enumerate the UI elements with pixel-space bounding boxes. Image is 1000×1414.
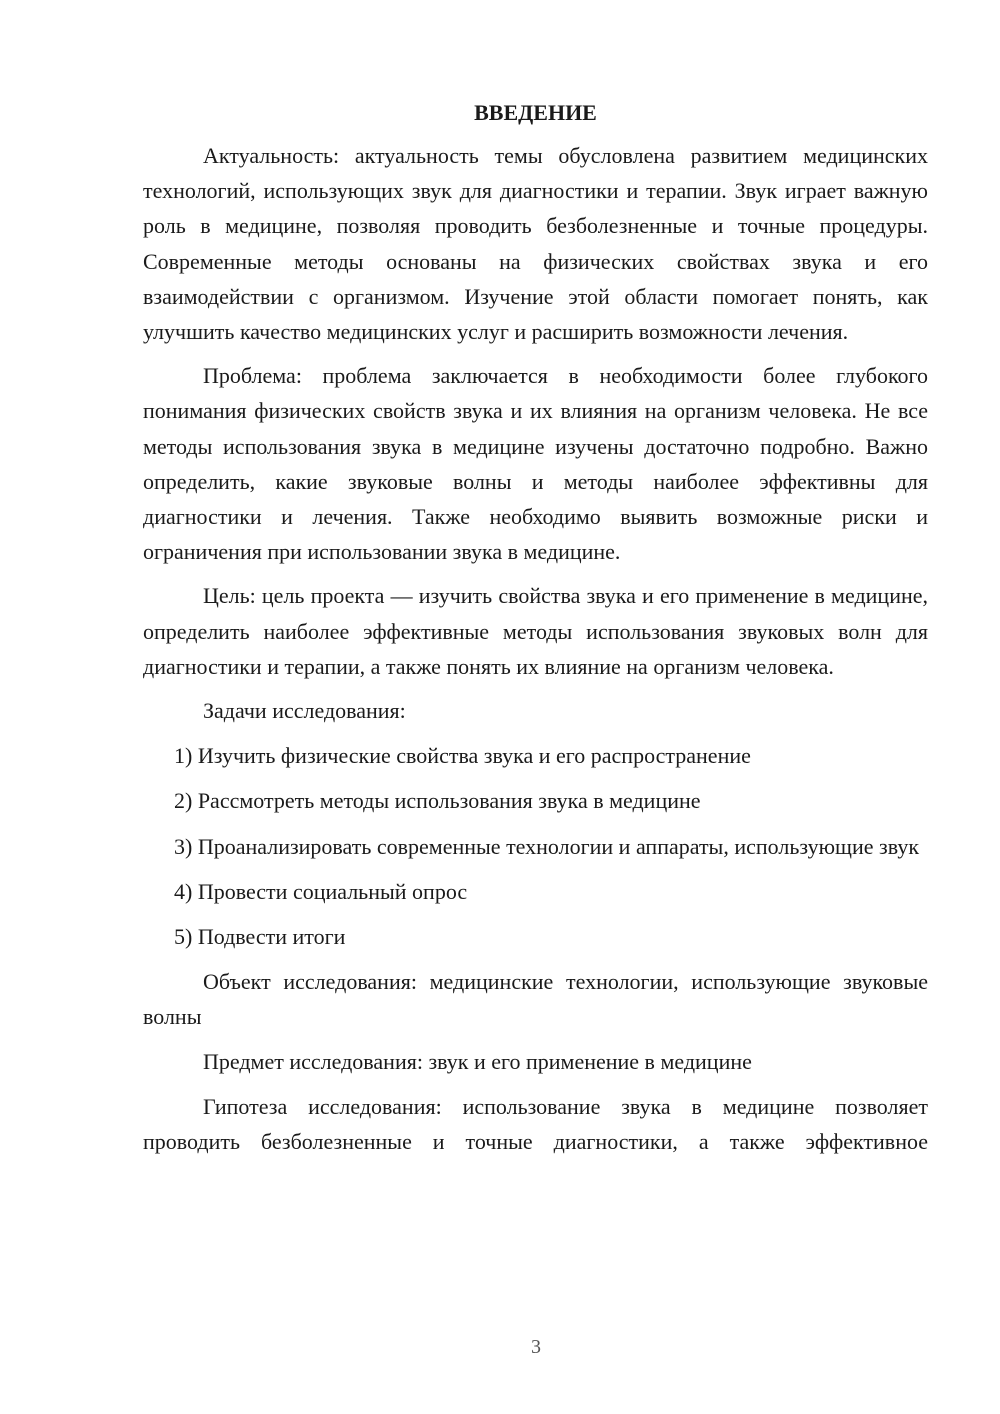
object-paragraph: Объект исследования: медицинские технологии, использующие звуковые волны — [143, 969, 928, 1030]
hypothesis-paragraph: Гипотеза исследования: использование звука в медицине позволяет проводить безболезненные и точные диагностики, а также эффективное — [143, 1093, 928, 1155]
relevance-paragraph: Актуальность: актуальность темы обусловлена развитием медицинских технологий, использующих звук для диагностики и терапии. Звук играет важную роль в медицине, позволяя проводить безболезненные и точные процедуры. Современные методы основаны на физических свойствах звука и его взаимодействии с организмом. Изучение этой области помогает понять, как улучшить качество медицинских услуг и расширить возможности лечения. — [143, 143, 928, 345]
subject-paragraph: Предмет исследования: звук и его применение в медицине — [203, 1048, 752, 1074]
task-item-5: 5) Подвести итоги — [174, 924, 346, 950]
section-heading: ВВЕДЕНИЕ — [474, 100, 597, 125]
task-item-1: 1) Изучить физические свойства звука и его распространение — [174, 743, 751, 769]
page-content — [143, 95, 928, 1159]
page-number: 3 — [531, 1336, 541, 1358]
goal-paragraph: Цель: цель проекта — изучить свойства звука и его применение в медицине, определить наиболее эффективные методы использования звуковых волн для диагностики и терапии, а также понять их влияние на организм человека. — [143, 583, 928, 679]
task-item-4: 4) Провести социальный опрос — [174, 878, 468, 904]
tasks-title: Задачи исследования: — [203, 698, 406, 724]
task-item-3: 3) Проанализировать современные технологии и аппараты, использующие звук — [174, 833, 920, 859]
problem-paragraph: Проблема: проблема заключается в необходимости более глубокого понимания физических свойств звука и их влияния на организм человека. Не все методы использования звука в медицине изучены достаточно подробно. Важно определить, какие звуковые волны и методы наиболее эффективны для диагностики и лечения. Также необходимо выявить возможные риски и ограничения при использовании звука в медицине. — [143, 363, 928, 565]
task-item-2: 2) Рассмотреть методы использования звука в медицине — [174, 788, 701, 814]
